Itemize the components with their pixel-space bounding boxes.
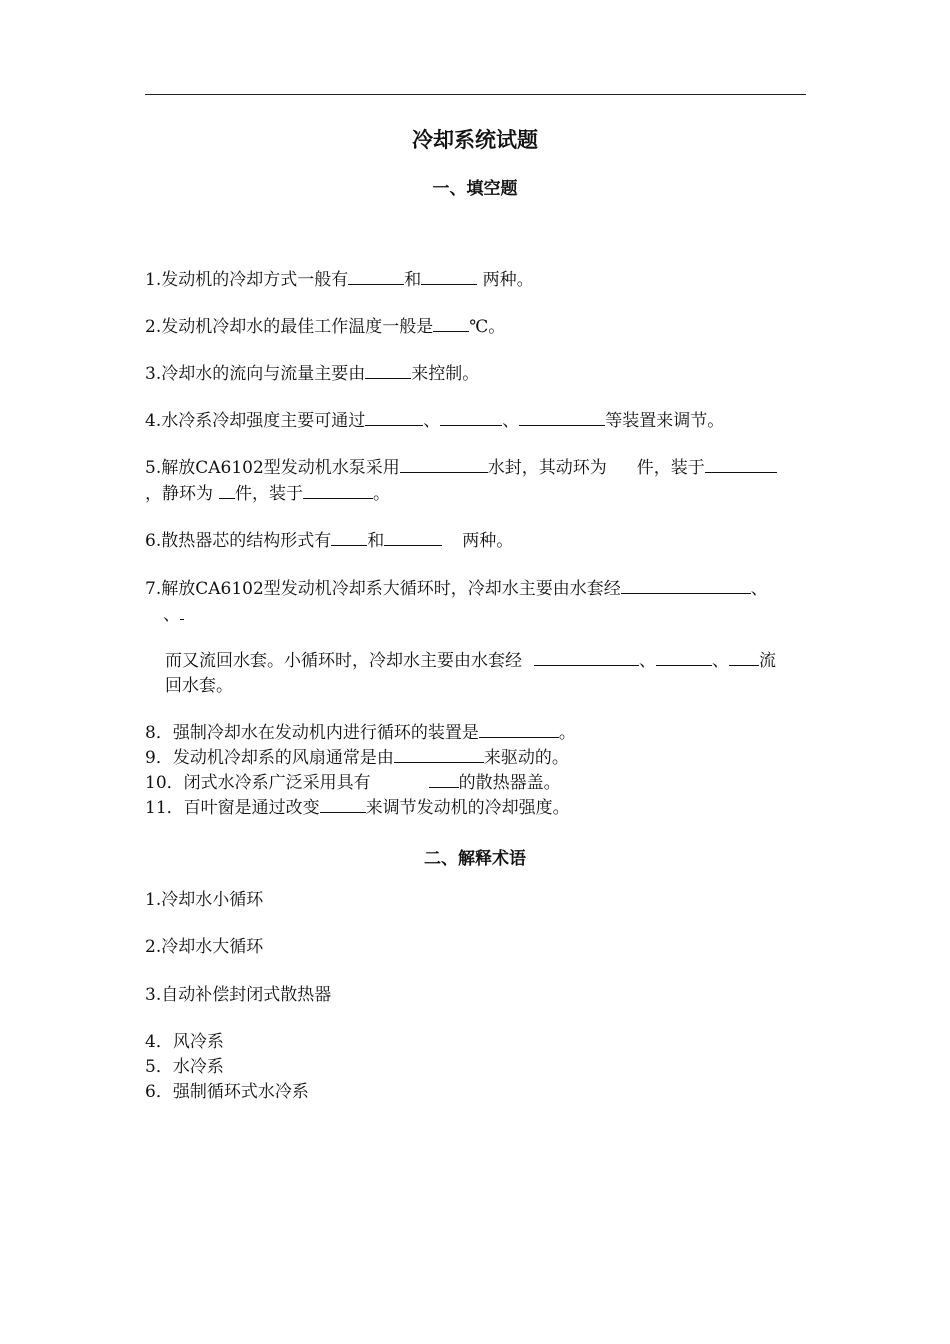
answer-blank[interactable] xyxy=(421,268,477,285)
question-7-line-3: 而又流回水套。小循环时，冷却水主要由水套经 、 、 流 xyxy=(165,651,776,671)
answer-blank[interactable] xyxy=(433,315,469,332)
question-2: 2.发动机冷却水的最佳工作温度一般是 ℃。 xyxy=(145,317,506,337)
question-1: 1.发动机的冷却方式一般有 和 两种。 xyxy=(145,270,534,290)
question-3: 3.冷却水的流向与流量主要由 来控制。 xyxy=(145,364,480,384)
answer-blank[interactable] xyxy=(303,482,373,499)
answer-blank[interactable] xyxy=(429,771,459,788)
answer-blank[interactable] xyxy=(320,796,366,813)
answer-blank[interactable] xyxy=(400,456,488,473)
question-5-line-1: 5.解放CA6102型发动机水泵采用 水封，其动环为 件，装于 xyxy=(145,456,777,479)
question-8: 8．强制冷却水在发动机内进行循环的装置是 。 xyxy=(145,723,576,743)
answer-blank[interactable] xyxy=(534,649,639,666)
answer-blank[interactable] xyxy=(519,409,605,426)
header-rule xyxy=(145,94,806,95)
answer-blank[interactable] xyxy=(621,577,751,594)
page-title: 冷却系统试题 xyxy=(412,127,538,152)
answer-blank[interactable] xyxy=(219,482,235,499)
question-7-line-4: 回水套。 xyxy=(165,676,233,696)
term-item: 5．水冷系 xyxy=(145,1057,224,1077)
section-fill-in-heading: 一、填空题 xyxy=(432,179,518,199)
term-item: 1.冷却水小循环 xyxy=(145,890,264,910)
answer-blank[interactable] xyxy=(348,268,404,285)
answer-blank[interactable] xyxy=(331,529,367,546)
answer-blank[interactable] xyxy=(440,409,502,426)
question-11: 11．百叶窗是通过改变 来调节发动机的冷却强度。 xyxy=(145,798,570,818)
question-7-line-1: 7.解放CA6102型发动机冷却系大循环时，冷却水主要由水套经 、 xyxy=(145,579,768,599)
question-7-line-2: 、 xyxy=(163,603,184,626)
term-item: 3.自动补偿封闭式散热器 xyxy=(145,985,332,1005)
term-item: 4．风冷系 xyxy=(145,1032,224,1052)
answer-blank[interactable] xyxy=(705,456,777,473)
section-terms-heading: 二、解释术语 xyxy=(424,849,526,869)
term-item: 6．强制循环式水冷系 xyxy=(145,1082,309,1102)
question-5-line-2: ，静环为 件，装于 。 xyxy=(145,484,390,504)
question-9: 9．发动机冷却系的风扇通常是由 来驱动的。 xyxy=(145,748,569,768)
answer-blank[interactable] xyxy=(384,529,442,546)
answer-blank[interactable] xyxy=(180,603,184,620)
answer-blank[interactable] xyxy=(365,362,411,379)
question-6: 6.散热器芯的结构形式有 和 两种。 xyxy=(145,531,514,551)
answer-blank[interactable] xyxy=(394,746,484,763)
question-4: 4.水冷系冷却强度主要可通过 、 、 等装置来调节。 xyxy=(145,411,725,431)
answer-blank[interactable] xyxy=(729,649,759,666)
term-item: 2.冷却水大循环 xyxy=(145,937,264,957)
question-10: 10．闭式水冷系广泛采用具有 的散热器盖。 xyxy=(145,773,561,793)
answer-blank[interactable] xyxy=(479,721,559,738)
answer-blank[interactable] xyxy=(365,409,423,426)
answer-blank[interactable] xyxy=(656,649,712,666)
